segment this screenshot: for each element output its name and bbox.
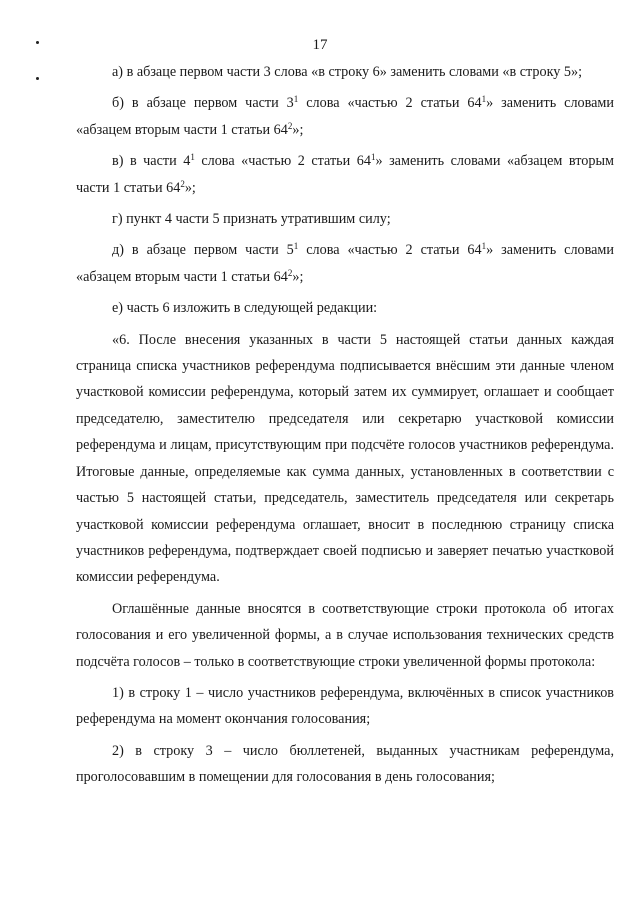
quoted-part-6 xyxy=(76,327,614,591)
paragraph-text: е) часть 6 изложить в следующей редакции: xyxy=(112,300,378,317)
paragraph-text: д) в абзаце первом части 5 xyxy=(112,242,294,259)
margin-dot xyxy=(36,77,39,80)
list-item-2 xyxy=(76,738,614,791)
paragraph-a xyxy=(76,59,614,85)
paragraph-text: в) в части 4 xyxy=(112,153,191,170)
superscript: 2 xyxy=(287,267,293,278)
paragraph-text: а) в абзаце первом части 3 слова «в строку 6» заменить словами «в строку 5»; xyxy=(112,64,583,80)
superscript: 1 xyxy=(190,152,195,163)
paragraph-text: «6. После внесения указанных в части 5 настоящей статьи данных каждая страница списка участников референдума подписывается внёсшим эти данные членом участковой комиссии референдума, который затем их суммирует, оглашает и сообщает председателю, заместителю председателя или секретарю участковой комиссии референдума и лицам, присутствующим при подсчёте голосов участников референдума. Итоговые данные, определяемые как сумма данных, установленных в соответствии с частью 5 настоящей статьи, председатель, заместитель председателя или секретарь участковой комиссии референдума оглашает, вносит в последнюю страницу списка участников референдума, подтверждает своей подписью и заверяет печатью участковой комиссии референдума. xyxy=(76,331,614,586)
paragraph-text: 2) в строку 3 – число бюллетеней, выданных участникам референдума, проголосовавшим в помещении для голосования в день голосования; xyxy=(76,742,614,786)
superscript: 1 xyxy=(293,94,299,105)
paragraph-g xyxy=(76,206,614,232)
paragraph-text: слова «частью 2 статьи 64 xyxy=(298,242,482,259)
superscript: 1 xyxy=(481,94,487,105)
superscript: 2 xyxy=(180,178,185,189)
paragraph-text: слова «частью 2 статьи 64 xyxy=(298,95,482,112)
paragraph-e xyxy=(76,295,614,321)
paragraph-text: »; xyxy=(292,268,304,285)
page-number: 17 xyxy=(312,37,328,53)
paragraph-text: » заменить словами «абзацем вторым части 1 статьи 64 xyxy=(76,242,614,285)
paragraph-text: 1) в строку 1 – число участников референдума, включённых в список участников референдума на момент окончания голосования; xyxy=(76,684,614,728)
paragraph-d xyxy=(76,237,614,290)
paragraph-announced-data xyxy=(76,596,614,675)
paragraph-text: б) в абзаце первом части 3 xyxy=(112,95,294,112)
paragraph-text: г) пункт 4 части 5 признать утратившим силу; xyxy=(112,211,391,228)
paragraph-text: Оглашённые данные вносятся в соответствующие строки протокола об итогах голосования и его увеличенной формы, а в случае использования технических средств подсчёта голосов – только в соответствующие строки увеличенной формы протокола: xyxy=(76,600,614,670)
list-item-1 xyxy=(76,680,614,733)
paragraph-b xyxy=(76,90,614,143)
superscript: 1 xyxy=(370,152,376,163)
paragraph-text: » заменить словами «абзацем вторым части 1 статьи 64 xyxy=(76,95,614,138)
paragraph-text: »; xyxy=(184,179,196,196)
paragraph-text: слова «частью 2 статьи 64 xyxy=(194,153,371,170)
paragraph-v xyxy=(76,148,614,201)
document-body xyxy=(76,59,614,791)
superscript: 2 xyxy=(287,120,293,131)
paragraph-text: »; xyxy=(292,121,304,138)
superscript: 1 xyxy=(481,241,487,252)
superscript: 1 xyxy=(293,241,299,252)
paragraph-text: » заменить словами «абзацем вторым части 1 статьи 64 xyxy=(76,153,614,196)
